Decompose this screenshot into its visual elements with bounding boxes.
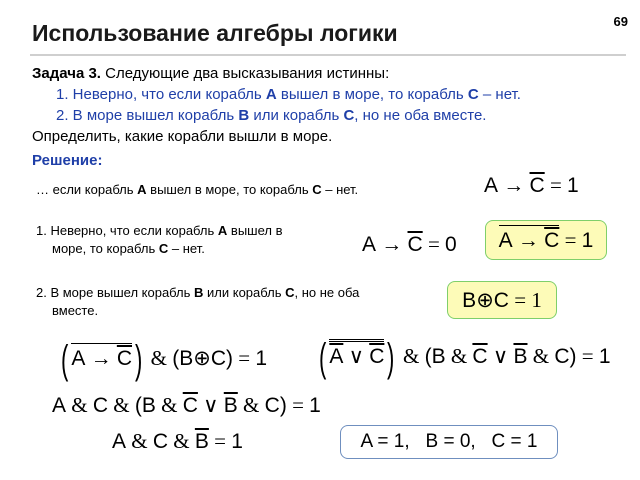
answer-box: A = 1, B = 0, C = 1 bbox=[340, 425, 558, 459]
f3-eq: = bbox=[564, 228, 577, 252]
note3-text-c: , но не оба bbox=[294, 285, 360, 300]
note1-ship-a: A bbox=[137, 182, 147, 197]
f6-b2: $\overline{B}$ bbox=[513, 344, 528, 368]
note3-ship-b: B bbox=[194, 285, 204, 300]
f8-a: A bbox=[112, 430, 127, 453]
task-intro bbox=[32, 63, 632, 84]
f2-c: $\overline{C}$ bbox=[407, 233, 423, 256]
statement-1 bbox=[32, 84, 632, 105]
note-1 bbox=[36, 181, 358, 199]
f6-c2: $\overline{C}$ bbox=[472, 344, 488, 368]
f7-or: ∨ bbox=[203, 393, 219, 417]
s1-ship-c: C bbox=[467, 86, 479, 103]
s1-text-b: вышел в море, то корабль bbox=[276, 86, 468, 103]
formula-simplified bbox=[112, 429, 243, 454]
f8-and1: & bbox=[131, 429, 148, 453]
f4-eq: = bbox=[514, 288, 527, 312]
note2-text-b: вышел в bbox=[227, 223, 283, 238]
note3-text-a: 2. В море вышел корабль bbox=[36, 285, 195, 300]
formula-combined-right bbox=[316, 336, 611, 380]
f3-one: 1 bbox=[581, 229, 594, 252]
f7-a: A bbox=[52, 394, 67, 417]
note3-text-d: вместе. bbox=[52, 303, 99, 318]
f2-eq: = bbox=[427, 232, 440, 256]
note1-text-a: … если корабль bbox=[36, 182, 138, 197]
f5-c2: C bbox=[210, 346, 226, 370]
title-divider bbox=[30, 54, 626, 56]
s2-ship-b: B bbox=[238, 107, 250, 124]
f4-xor: ⊕ bbox=[476, 288, 494, 312]
f8-eq: = bbox=[214, 429, 226, 453]
f1-eq: = bbox=[549, 173, 562, 197]
note2-text-d: – нет. bbox=[168, 241, 205, 256]
f6-or2: ∨ bbox=[492, 343, 509, 368]
slide-title: Использование алгебры логики bbox=[32, 20, 398, 46]
f1-impl: → bbox=[503, 173, 525, 197]
s2-text-b: или корабль bbox=[249, 107, 344, 124]
s2-text-c: , но не оба вместе. bbox=[354, 107, 487, 124]
f7-c2: $\overline{C}$ bbox=[182, 394, 198, 417]
f2-zero: 0 bbox=[445, 233, 457, 256]
f2-impl: → bbox=[381, 232, 403, 256]
f6-a: $\overline{A}$ bbox=[329, 344, 344, 368]
f3-impl: → bbox=[517, 228, 539, 252]
f6-c3: C bbox=[554, 344, 570, 368]
statement-2 bbox=[32, 105, 632, 126]
s2-ship-c: C bbox=[343, 107, 355, 124]
note-3 bbox=[36, 284, 359, 320]
f7-and1: & bbox=[71, 393, 88, 417]
task-intro-text: Следующие два высказывания истинны: bbox=[100, 65, 390, 82]
formula-expanded bbox=[52, 393, 321, 418]
f6-rp2: ) bbox=[569, 344, 577, 368]
f5-impl: → bbox=[90, 345, 112, 370]
f1-c: $\overline{C}$ bbox=[529, 174, 545, 197]
f6-b: B bbox=[431, 344, 446, 368]
formula-implication-false bbox=[362, 232, 457, 257]
task-question: Определить, какие корабли вышли в море. bbox=[32, 128, 333, 145]
f6-or: ∨ bbox=[348, 343, 364, 368]
f3-a: A bbox=[498, 229, 513, 252]
f7-b2: $\overline{B}$ bbox=[223, 394, 238, 417]
f5-c: $\overline{C}$ bbox=[116, 346, 133, 370]
f6-lparen: ( bbox=[318, 336, 327, 380]
f7-c3: C bbox=[264, 394, 280, 417]
f5-one: 1 bbox=[255, 346, 268, 370]
s1-text-a: 1. Неверно, что если корабль bbox=[56, 86, 266, 103]
f7-one: 1 bbox=[309, 394, 321, 417]
f6-and3: & bbox=[532, 343, 550, 368]
note2-text-c: море, то корабль bbox=[52, 241, 159, 256]
f8-one: 1 bbox=[231, 430, 243, 453]
f7-rp: ) bbox=[279, 394, 287, 417]
f5-eq: = bbox=[238, 345, 251, 370]
note2-ship-a: A bbox=[217, 223, 228, 238]
note1-text-b: вышел в море, то корабль bbox=[146, 182, 313, 197]
f5-xor: ⊕ bbox=[193, 346, 211, 370]
f6-and2: & bbox=[450, 343, 468, 368]
f6-lp2: ( bbox=[424, 344, 432, 368]
s1-ship-a: A bbox=[265, 86, 277, 103]
f6-rparen: ) bbox=[387, 336, 395, 380]
f3-c: $\overline{C}$ bbox=[544, 229, 560, 252]
task-label: Задача 3. bbox=[32, 65, 101, 82]
note3-ship-c: C bbox=[285, 285, 295, 300]
f7-lp: ( bbox=[134, 394, 142, 417]
page-number: 69 bbox=[613, 14, 628, 29]
note3-text-b: или корабль bbox=[203, 285, 286, 300]
f8-c: C bbox=[152, 430, 169, 453]
formula-negated-implication bbox=[485, 220, 607, 260]
f5-rparen: ) bbox=[135, 338, 143, 382]
f5-rp2: ) bbox=[225, 346, 233, 370]
note2-text-a: 1. Неверно, что если корабль bbox=[36, 223, 218, 238]
f6-and: & bbox=[402, 343, 420, 368]
f7-and4: & bbox=[243, 393, 260, 417]
f4-one: 1 bbox=[531, 288, 542, 312]
f7-and3: & bbox=[161, 393, 178, 417]
note-2 bbox=[36, 222, 283, 258]
f6-one: 1 bbox=[598, 344, 611, 368]
f7-and2: & bbox=[113, 393, 130, 417]
f4-c: C bbox=[493, 289, 509, 312]
f8-and2: & bbox=[173, 429, 190, 453]
f1-one: 1 bbox=[567, 174, 579, 197]
f6-c: $\overline{C}$ bbox=[369, 344, 385, 368]
f8-b: $\overline{B}$ bbox=[194, 430, 209, 453]
solution-label: Решение: bbox=[32, 152, 103, 169]
note2-ship-c: C bbox=[158, 241, 169, 256]
s1-text-c: – нет. bbox=[478, 86, 521, 103]
f4-b: B bbox=[462, 289, 477, 312]
f1-a: A bbox=[484, 174, 499, 197]
task-statement bbox=[32, 63, 632, 147]
f5-and: & bbox=[150, 345, 167, 370]
s2-text-a: 2. В море вышел корабль bbox=[56, 107, 239, 124]
f7-c: C bbox=[92, 394, 109, 417]
f5-b: B bbox=[179, 346, 194, 370]
formula-implication bbox=[484, 173, 579, 198]
f5-lparen: ( bbox=[60, 338, 69, 382]
formula-combined-left bbox=[58, 338, 268, 382]
note1-text-c: – нет. bbox=[321, 182, 359, 197]
f5-a: A bbox=[71, 346, 86, 370]
note1-ship-c: C bbox=[312, 182, 322, 197]
formula-xor bbox=[447, 281, 557, 319]
f7-eq: = bbox=[292, 393, 304, 417]
f6-eq: = bbox=[581, 343, 594, 368]
f7-b: B bbox=[141, 394, 156, 417]
f5-lp2: ( bbox=[172, 346, 180, 370]
f2-a: A bbox=[362, 233, 377, 256]
